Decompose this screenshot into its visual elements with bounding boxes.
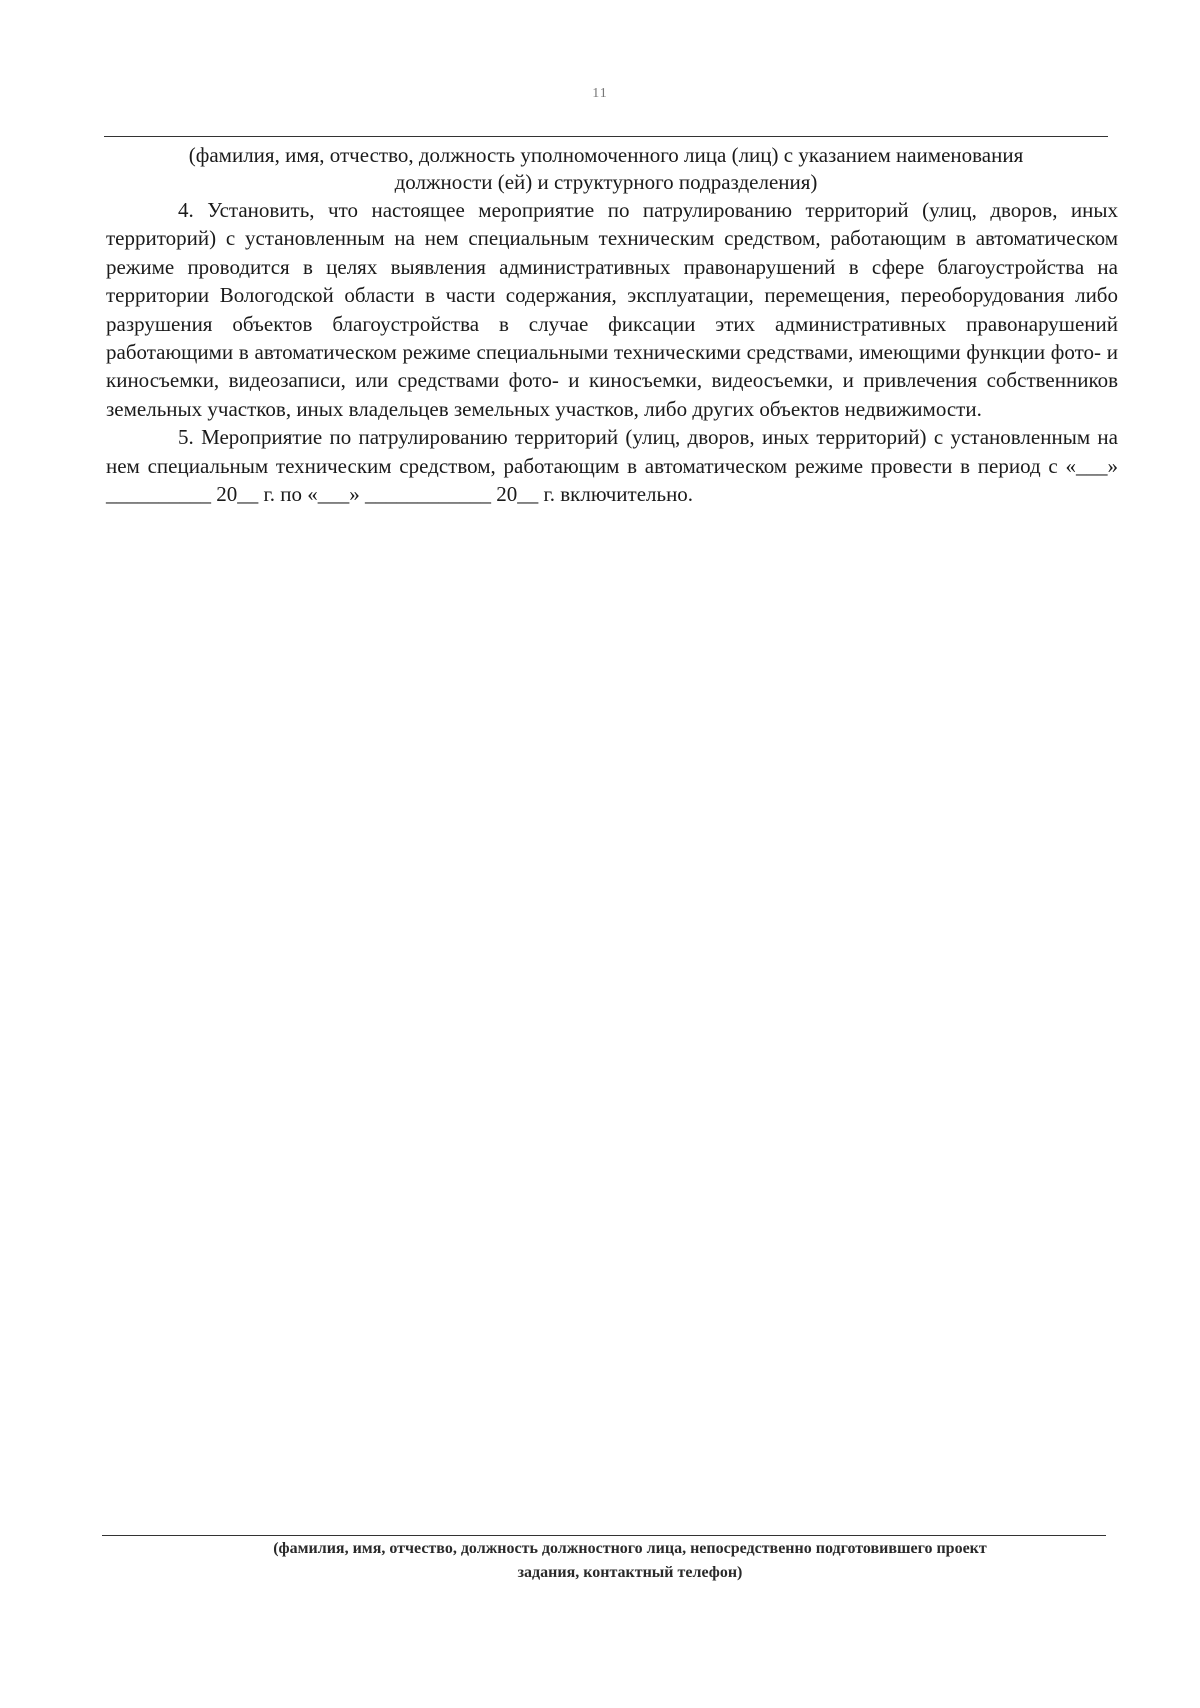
signature-line-bottom [102, 1535, 1106, 1536]
paragraph-number: 5. [178, 425, 194, 450]
top-caption-line-2: должности (ей) и структурного подразделения) [394, 170, 818, 194]
signature-line-top [104, 136, 1108, 137]
page-number: 11 [592, 86, 608, 101]
bottom-caption-line-2: задания, контактный телефон) [517, 1564, 743, 1581]
paragraph-text: Установить, что настоящее мероприятие по патрулированию территорий (улиц, дворов, иных территорий) с установленным на нем специальным техническим средством, работающим в автоматическом режиме проводится в целях выявления административных правонарушений в сфере благоустройства на территории Вологодской области в части содержания, эксплуатации, перемещения, переоборудования либо разрушения объектов благоустройства в случае фиксации этих административных правонарушений работающими в автоматическом режиме специальными техническими средствами, имеющими функции фото- и киносъемки, видеозаписи, или средствами фото- и киносъемки, видеосъемки, и привлечения собственников земельных участков, иных владельцев земельных участков, либо других объектов недвижимости. [106, 198, 1119, 421]
paragraph-4 [106, 196, 1118, 423]
bottom-caption-line-1: (фамилия, имя, отчество, должность должностного лица, непосредственно подготовившего проект [273, 1540, 987, 1557]
top-signature-caption [104, 142, 1108, 196]
paragraph-text: Мероприятие по патрулированию территорий (улиц, дворов, иных территорий) с установленным на нем специальным техническим средством, работающим в автоматическом режиме провести в период с «___» __________ 20__ г. по «___» ____________ 20__ г. включительно. [106, 425, 1118, 507]
bottom-signature-caption [160, 1537, 1100, 1585]
document-body [106, 196, 1118, 508]
paragraph-5 [106, 423, 1118, 508]
paragraph-number: 4. [178, 198, 194, 222]
top-caption-line-1: (фамилия, имя, отчество, должность уполномоченного лица (лиц) с указанием наименования [188, 143, 1024, 167]
